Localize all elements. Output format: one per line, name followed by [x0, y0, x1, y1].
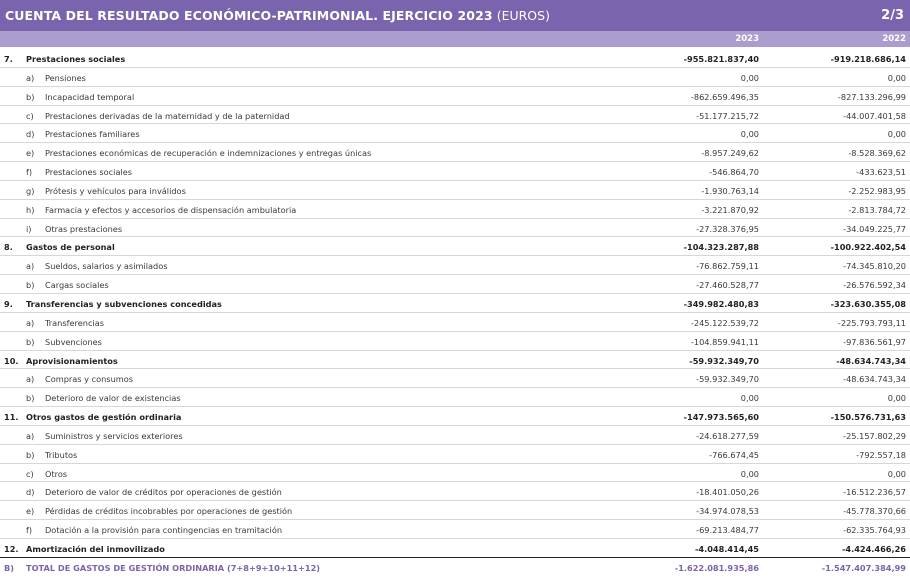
row-label: Prestaciones familiares — [45, 129, 140, 140]
row-label: Prestaciones económicas de recuperación e indemnizaciones y entregas únicas — [45, 148, 372, 159]
table-row — [0, 143, 910, 162]
year-header-bar — [0, 31, 910, 47]
row-code: 7. — [4, 54, 13, 64]
value-2023: -3.221.870,92 — [701, 204, 759, 215]
table-row — [0, 501, 910, 520]
value-2023: -8.957.249,62 — [701, 148, 759, 159]
value-2022: -150.576.731,63 — [830, 412, 906, 423]
column-header-2022: 2022 — [882, 34, 906, 44]
table-row — [0, 388, 910, 407]
row-label: Transferencias — [45, 317, 105, 328]
table-row — [0, 520, 910, 539]
row-label: Prótesis y vehículos para inválidos — [45, 185, 186, 196]
value-2022: 0,00 — [887, 72, 906, 83]
table-row — [0, 482, 910, 501]
row-label: Otras prestaciones — [45, 223, 123, 234]
table-row — [0, 87, 910, 106]
row-code: b) — [26, 280, 35, 291]
row-code: b) — [26, 91, 35, 102]
value-2023: -69.213.484,77 — [696, 525, 759, 536]
value-2023: -76.862.759,11 — [696, 261, 759, 272]
table-row — [0, 426, 910, 445]
row-label: Pensiones — [45, 72, 86, 83]
row-label: Transferencias y subvenciones concedidas — [26, 298, 222, 309]
row-code: 12. — [4, 543, 19, 554]
row-label: Subvenciones — [45, 336, 102, 347]
value-2022: -25.157.802,29 — [843, 430, 906, 441]
row-code: d) — [26, 487, 35, 498]
value-2023: -104.859.941,11 — [690, 336, 759, 347]
row-label: Otros — [45, 468, 68, 479]
value-2022: -792.557,18 — [856, 449, 906, 460]
table-row — [0, 162, 910, 181]
table-row — [0, 68, 910, 87]
row-code: b) — [26, 336, 35, 347]
value-2022: -48.634.743,34 — [836, 355, 906, 366]
value-2023: -349.982.480,83 — [683, 298, 759, 309]
value-2023: -1.622.081.935,86 — [674, 562, 759, 573]
value-2023: -147.973.565,60 — [683, 412, 759, 423]
row-label: Otros gastos de gestión ordinaria — [26, 412, 182, 423]
row-code: a) — [26, 317, 35, 328]
row-code: c) — [26, 110, 34, 121]
value-2022: -44.007.401,58 — [843, 110, 906, 121]
value-2023: -59.932.349,70 — [689, 355, 759, 366]
value-2022: -1.547.407.384,99 — [821, 562, 906, 573]
row-code: f) — [26, 525, 33, 536]
value-2023: -51.177.215,72 — [696, 110, 759, 121]
row-label: Aprovisionamientos — [26, 355, 118, 366]
value-2022: -97.836.561,97 — [843, 336, 906, 347]
row-code: b) — [26, 393, 35, 404]
section-row — [0, 539, 910, 558]
value-2022: -323.630.355,08 — [830, 298, 906, 309]
column-header-2023: 2023 — [735, 34, 759, 44]
value-2023: -766.674,45 — [709, 449, 759, 460]
value-2023: -27.328.376,95 — [696, 223, 759, 234]
value-2023: -59.932.349,70 — [696, 374, 759, 385]
row-label: Compras y consumos — [45, 374, 134, 385]
row-code: 11. — [4, 412, 19, 423]
value-2023: -24.618.277,59 — [696, 430, 759, 441]
row-code: 10. — [4, 355, 19, 366]
value-2022: -26.576.592,34 — [843, 280, 906, 291]
statement-table — [0, 49, 910, 577]
section-row — [0, 351, 910, 370]
section-row — [0, 407, 910, 426]
table-row — [0, 369, 910, 388]
row-code: a) — [26, 72, 35, 83]
row-label: Deterioro de valor de existencias — [45, 393, 181, 404]
value-2022: -74.345.810,20 — [843, 261, 906, 272]
row-code: a) — [26, 374, 35, 385]
value-2022: -16.512.236,57 — [843, 487, 906, 498]
table-row — [0, 124, 910, 143]
row-code: a) — [26, 430, 35, 441]
value-2022: 0,00 — [887, 468, 906, 479]
row-code: g) — [26, 185, 35, 196]
value-2023: 0,00 — [740, 129, 759, 140]
value-2023: -34.974.078,53 — [696, 506, 759, 517]
value-2022: -2.252.983,95 — [848, 185, 906, 196]
table-row — [0, 275, 910, 294]
row-label: Prestaciones derivadas de la maternidad y de la paternidad — [45, 110, 290, 121]
value-2022: -433.623,51 — [856, 167, 906, 178]
value-2023: -1.930.763,14 — [701, 185, 759, 196]
value-2022: 0,00 — [887, 393, 906, 404]
row-code: a) — [26, 261, 35, 272]
value-2022: -45.778.370,66 — [843, 506, 906, 517]
table-row — [0, 445, 910, 464]
value-2023: -104.323.287,88 — [683, 242, 759, 253]
row-code: B) — [4, 562, 14, 573]
value-2022: -62.335.764,93 — [843, 525, 906, 536]
page-subtitle: (EUROS) — [496, 8, 550, 23]
row-label: Pérdidas de créditos incobrables por operaciones de gestión — [45, 506, 293, 517]
row-label: Sueldos, salarios y asimilados — [45, 261, 168, 272]
table-row — [0, 219, 910, 238]
row-code: e) — [26, 506, 35, 517]
value-2023: 0,00 — [740, 468, 759, 479]
value-2022: -919.218.686,14 — [830, 54, 906, 64]
value-2022: -34.049.225,77 — [843, 223, 906, 234]
table-row — [0, 200, 910, 219]
row-label: Tributos — [45, 449, 78, 460]
page-title: CUENTA DEL RESULTADO ECONÓMICO-PATRIMONIAL. EJERCICIO 2023 — [5, 8, 493, 23]
value-2022: -8.528.369,62 — [848, 148, 906, 159]
table-row — [0, 106, 910, 125]
page-number: 2/3 — [881, 8, 904, 23]
value-2023: -546.864,70 — [709, 167, 759, 178]
row-label: Farmacia y efectos y accesorios de dispensación ambulatoria — [45, 204, 297, 215]
row-label: Dotación a la provisión para contingencias en tramitación — [45, 525, 283, 536]
row-code: e) — [26, 148, 35, 159]
row-code: h) — [26, 204, 35, 215]
table-row — [0, 181, 910, 200]
row-label: TOTAL DE GASTOS DE GESTIÓN ORDINARIA (7+8+9+10+11+12) — [26, 562, 321, 573]
value-2023: 0,00 — [740, 72, 759, 83]
row-code: c) — [26, 468, 34, 479]
table-row — [0, 464, 910, 483]
value-2023: -955.821.837,40 — [683, 54, 759, 64]
row-code: b) — [26, 449, 35, 460]
table-row — [0, 332, 910, 351]
table-row — [0, 256, 910, 275]
row-label: Cargas sociales — [45, 280, 109, 291]
row-label: Prestaciones sociales — [26, 54, 126, 64]
row-code: f) — [26, 167, 33, 178]
value-2022: -2.813.784,72 — [848, 204, 906, 215]
value-2023: -27.460.528,77 — [696, 280, 759, 291]
row-label: Deterioro de valor de créditos por operaciones de gestión — [45, 487, 282, 498]
row-label: Incapacidad temporal — [45, 91, 135, 102]
value-2022: -48.634.743,34 — [843, 374, 906, 385]
row-label: Prestaciones sociales — [45, 167, 133, 178]
title-bar — [0, 0, 910, 31]
value-2023: -18.401.050,26 — [696, 487, 759, 498]
row-label: Gastos de personal — [26, 242, 115, 253]
table-row — [0, 313, 910, 332]
value-2022: -827.133.296,99 — [837, 91, 906, 102]
row-code: 8. — [4, 242, 13, 253]
row-code: d) — [26, 129, 35, 140]
value-2023: -4.048.414,45 — [694, 543, 759, 554]
value-2023: 0,00 — [740, 393, 759, 404]
value-2023: -862.659.496,35 — [690, 91, 759, 102]
row-label: Amortización del inmovilizado — [26, 543, 165, 554]
section-row — [0, 294, 910, 313]
section-row — [0, 49, 910, 68]
row-code: 9. — [4, 298, 13, 309]
value-2022: 0,00 — [887, 129, 906, 140]
value-2023: -245.122.539,72 — [690, 317, 759, 328]
value-2022: -4.424.466,26 — [841, 543, 906, 554]
section-row — [0, 237, 910, 256]
row-label: Suministros y servicios exteriores — [45, 430, 183, 441]
row-code: i) — [26, 223, 32, 234]
value-2022: -100.922.402,54 — [830, 242, 906, 253]
value-2022: -225.793.793,11 — [837, 317, 906, 328]
